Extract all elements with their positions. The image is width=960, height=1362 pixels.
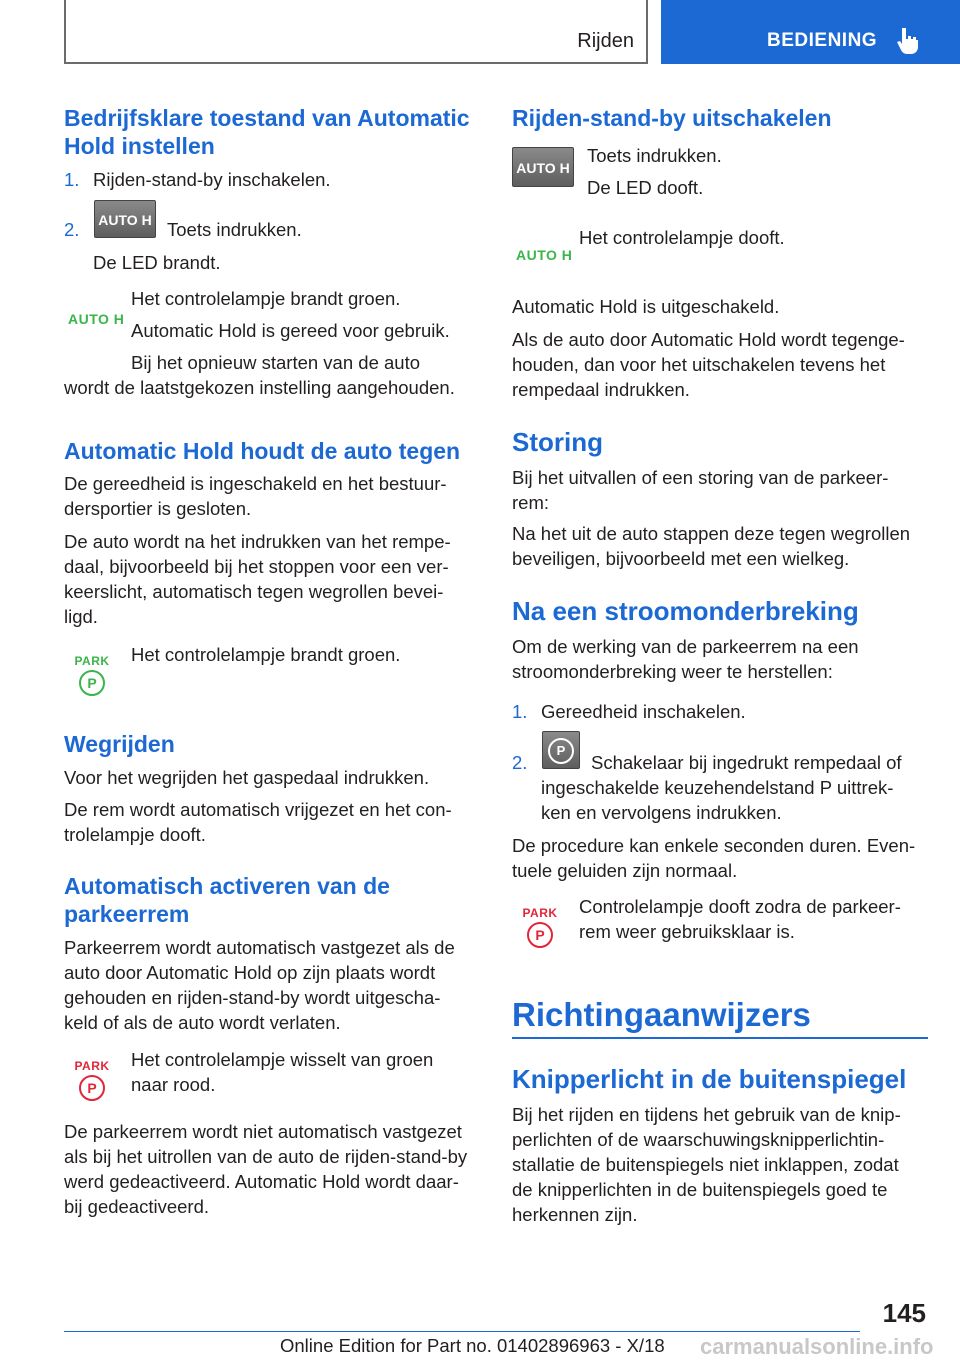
wegrijden-p2-line1: De rem wordt automatisch vrijgezet en het con- <box>64 799 452 820</box>
heading-richtingaanwijzers: Richtingaanwijzers <box>512 996 811 1033</box>
park-switch-line2: naar rood. <box>131 1074 216 1095</box>
knipper-line4: de knipperlichten in de buitenspiegels goed te <box>512 1179 888 1200</box>
header-chapter-label: BEDIENING <box>767 30 878 51</box>
uit-p1: Automatic Hold is uitgeschakeld. <box>512 296 780 317</box>
heading-storing: Storing <box>512 427 603 457</box>
stroom-step-2-line1: Schakelaar bij ingedrukt rempedaal of <box>591 752 902 773</box>
section-rule <box>512 1037 928 1039</box>
uit-p2-line2: houden, dan voor het uitschakelen tevens het <box>512 354 886 375</box>
uit-indicator-text: Het controlelampje dooft. <box>579 227 785 248</box>
knipper-line3: stallatie de buitenspiegels niet inklappen, zodat <box>512 1154 899 1175</box>
stroom-step-2-line3: ken en vervolgens indrukken. <box>541 802 782 823</box>
stroom-step-number-2: 2. <box>512 752 528 773</box>
heading-houdt-tegen: Automatic Hold houdt de auto tegen <box>64 438 461 464</box>
knipper-line2: perlichten of de waarschuwingsknipperlichtin- <box>512 1129 885 1150</box>
step-number-2: 2. <box>64 219 80 240</box>
header-section-label: Rijden <box>577 30 634 52</box>
houdt-p2-line3: keerslicht, automatisch tegen wegrollen bevei- <box>64 581 444 602</box>
auto-act-line3: gehouden en rijden-stand-by wordt uitgescha- <box>64 987 441 1008</box>
storing-p2-line1: Na het uit de auto stappen deze tegen wegrollen <box>512 523 911 544</box>
storing-p1-line1: Bij het uitvallen of een storing van de parkeer- <box>512 467 889 488</box>
not-auto-line2: als bij het uitrollen van de auto de rijden-stand-by <box>64 1146 468 1167</box>
page-number: 145 <box>882 1298 926 1328</box>
auto-act-line4: keld of als de auto wordt verlaten. <box>64 1012 341 1033</box>
auto-act-line1: Parkeerrem wordt automatisch vastgezet als de <box>64 937 455 958</box>
park-indicator-red-icon-2: PARK P <box>520 907 560 948</box>
auto-h-indicator-green-icon-2: AUTO H <box>516 247 573 263</box>
houdt-p2-line1: De auto wordt na het indrukken van het rempe- <box>64 531 451 552</box>
not-auto-line3: werd gedeactiveerd. Automatic Hold wordt daar- <box>64 1171 459 1192</box>
stroom-line1: Om de werking van de parkeerrem na een <box>512 636 859 657</box>
ready-text: Automatic Hold is gereed voor gebruik. <box>131 320 450 341</box>
pointing-hand-icon <box>896 26 922 54</box>
uit-p2-line1: Als de auto door Automatic Hold wordt tegenge- <box>512 329 905 350</box>
park-green-text: Het controlelampje brandt groen. <box>131 644 401 665</box>
heading-knipperlicht: Knipperlicht in de buitenspiegel <box>512 1064 907 1094</box>
parking-brake-switch-icon: P <box>542 731 580 769</box>
uit-p2-line3: rempedaal indrukken. <box>512 379 690 400</box>
not-auto-line4: bij gedeactiveerd. <box>64 1196 210 1217</box>
stroom-line2: stroomonderbreking weer te herstellen: <box>512 661 833 682</box>
houdt-p1-line2: dersportier is gesloten. <box>64 498 252 519</box>
procedure-line1: De procedure kan enkele seconden duren. Even- <box>512 835 916 856</box>
heading-wegrijden: Wegrijden <box>64 731 175 757</box>
wegrijden-p2-line2: trolelampje dooft. <box>64 824 206 845</box>
heading-auto-activeren-1: Automatisch activeren van de <box>64 873 390 899</box>
storing-p2-line2: beveiligen, bijvoorbeeld met een wielkeg. <box>512 548 850 569</box>
footer-edition: Online Edition for Part no. 01402896963 - X/18 <box>280 1335 665 1356</box>
park-off-line2: rem weer gebruiksklaar is. <box>579 921 795 942</box>
not-auto-line1: De parkeerrem wordt niet automatisch vastgezet <box>64 1121 462 1142</box>
auto-h-indicator-green-icon: AUTO H <box>68 311 125 327</box>
heading-bedrijfsklare: Bedrijfsklare toestand van Automatic Hold instellen <box>64 105 470 159</box>
heading-auto-activeren-2: parkeerrem <box>64 901 190 927</box>
park-indicator-green-icon: PARK P <box>72 655 112 696</box>
step-number-1: 1. <box>64 169 80 190</box>
footer-rule <box>64 1331 860 1332</box>
step-2-text: Toets indrukken. <box>167 219 302 240</box>
park-switch-line1: Het controlelampje wisselt van groen <box>131 1049 434 1070</box>
watermark: carmanualsonline.info <box>700 1334 934 1359</box>
park-indicator-red-icon: PARK P <box>72 1060 112 1101</box>
header-section-box <box>64 0 648 64</box>
auto-act-line2: auto door Automatic Hold op zijn plaats wordt <box>64 962 436 983</box>
restart-text-2: wordt de laatstgekozen instelling aangehouden. <box>64 377 455 398</box>
auto-h-button-icon: AUTO H <box>94 200 156 238</box>
procedure-line2: tuele geluiden zijn normaal. <box>512 860 738 881</box>
knipper-line1: Bij het rijden en tijdens het gebruik van de knip- <box>512 1104 901 1125</box>
houdt-p1-line1: De gereedheid is ingeschakeld en het bestuur- <box>64 473 447 494</box>
storing-p1-line2: rem: <box>512 492 549 513</box>
led-on-text: De LED brandt. <box>93 252 221 273</box>
heading-stroomonderbreking: Na een stroomonderbreking <box>512 596 859 626</box>
auto-h-button-icon-2: AUTO H <box>512 147 574 187</box>
heading-uitschakelen: Rijden-stand-by uitschakelen <box>512 105 832 131</box>
park-off-line1: Controlelampje dooft zodra de parkeer- <box>579 896 901 917</box>
stroom-step-number-1: 1. <box>512 701 528 722</box>
houdt-p2-line4: ligd. <box>64 606 98 627</box>
uit-led-text: De LED dooft. <box>587 177 704 198</box>
stroom-step-1-text: Gereedheid inschakelen. <box>541 701 746 722</box>
uit-toets-text: Toets indrukken. <box>587 145 722 166</box>
wegrijden-p1: Voor het wegrijden het gaspedaal indrukken. <box>64 767 430 788</box>
restart-text-1: Bij het opnieuw starten van de auto <box>131 352 420 373</box>
houdt-p2-line2: daal, bijvoorbeeld bij het stoppen voor een ver- <box>64 556 449 577</box>
indicator-green-text: Het controlelampje brandt groen. <box>131 288 401 309</box>
knipper-line5: herkennen zijn. <box>512 1204 638 1225</box>
stroom-step-2-line2: ingeschakelde keuzehendelstand P uittrek- <box>541 777 894 798</box>
step-1-text: Rijden-stand-by inschakelen. <box>93 169 331 190</box>
